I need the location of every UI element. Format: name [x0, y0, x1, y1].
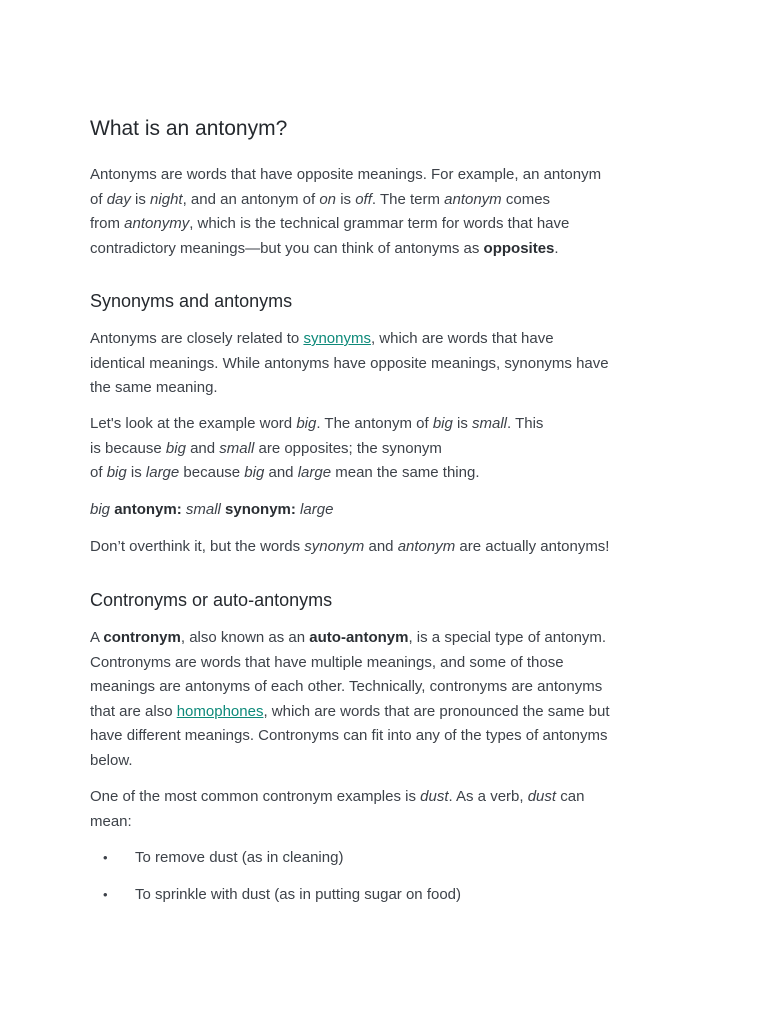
example-paragraph: Let's look at the example word big. The antonym of big is small. This is because big and small are opposites; the synonym of big is large because big and large mean the same thing.: [90, 415, 544, 481]
list-item: • To sprinkle with dust (as in putting sugar on food): [90, 883, 690, 908]
section-heading-contronyms: Contronyms or auto-antonyms: [90, 590, 333, 610]
synonyms-link[interactable]: synonyms: [303, 330, 371, 347]
overthink-paragraph: Don’t overthink it, but the words synonym and antonym are actually antonyms!: [90, 538, 610, 555]
homophones-link[interactable]: homophones: [176, 702, 264, 720]
dust-paragraph: One of the most common contronym examples is dust. As a verb, dust can mean:: [90, 788, 585, 830]
bullet-icon: •: [103, 886, 108, 902]
synonyms-paragraph: Antonyms are closely related to synonyms, which are words that have identical meanings. While antonyms have opposite meanings, synonyms have the same meaning.: [90, 330, 609, 396]
big-example-line: big antonym: small synonym: large: [90, 501, 334, 518]
section-heading-synonyms: Synonyms and antonyms: [90, 291, 293, 311]
bullet-icon: •: [103, 850, 108, 865]
intro-paragraph: Antonyms are words that have opposite meanings. For example, an antonym of day is night, and an antonym of on is off. The term antonym comes from antonymy, which is the technical grammar term for words that have contradictory meanings—but you can think of antonyms as opposites.: [90, 166, 602, 257]
contronym-paragraph: A contronym, also known as an auto-antonym, is a special type of antonym. Contronyms are words that have multiple meanings, and some of those meanings are antonyms of each other. Technically, contronyms are antonyms that are also homophones, which are words that are pronounced the same but have different meanings. Contronyms can fit into any of the types of antonyms below.: [90, 629, 610, 769]
page-title: What is an antonym?: [90, 117, 288, 140]
dust-meanings-list: [90, 846, 690, 907]
list-item: • To remove dust (as in cleaning): [90, 846, 690, 871]
